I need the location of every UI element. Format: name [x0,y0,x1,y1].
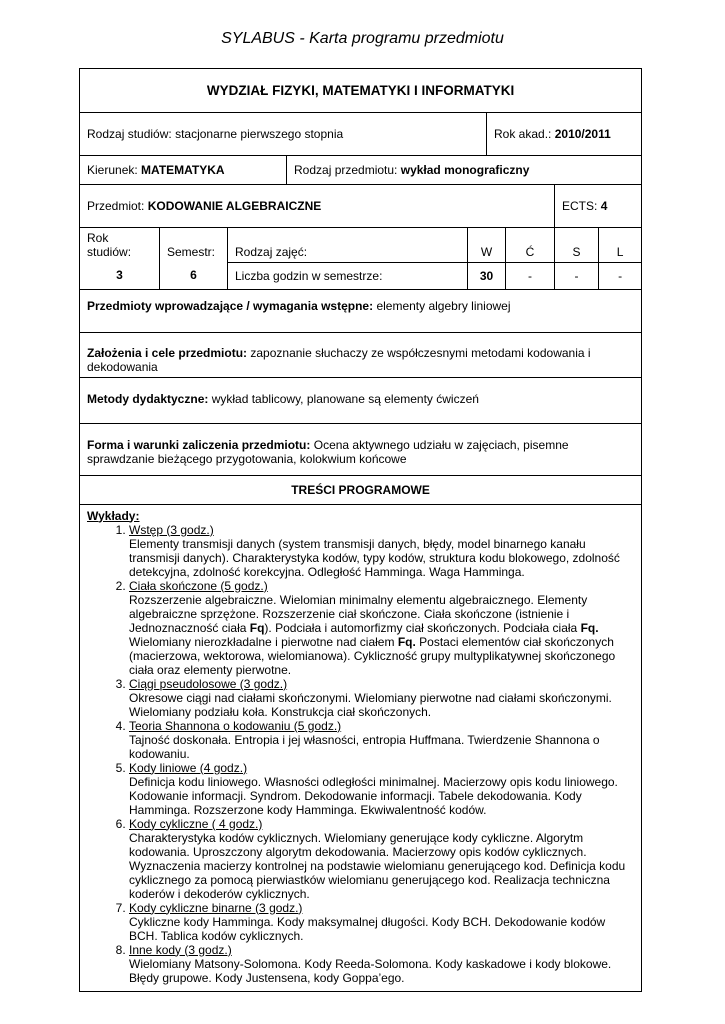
lecture-body-text: ). Podciała i automorfizmy ciał skończonych. Podciała ciała [264,620,581,635]
col-w: W [468,228,506,263]
academic-year-cell [487,113,642,156]
academic-year-value: 2010/2011 [554,127,611,141]
direction-value: MATEMATYKA [141,163,225,177]
class-type-label: Rodzaj zajęć: [228,228,468,263]
lecture-title: Wstęp (3 godz.) [129,522,214,537]
list-item [129,817,634,901]
lecture-title: Kody cykliczne ( 4 godz.) [129,816,263,831]
list-item [129,523,634,579]
list-item [129,719,634,761]
subject-type-value: wykład monograficzny [400,163,530,177]
methods-value: wykład tablicowy, planowane są elementy ćwiczeń [211,391,479,406]
hours-c: - [506,262,555,289]
list-item [129,677,634,719]
ects-label: ECTS: [562,199,598,213]
prerequisites-value: elementy algebry liniowej [376,298,511,313]
hours-l: - [599,262,642,289]
methods-label: Metody dydaktyczne: [87,391,209,406]
study-type-value: stacjonarne pierwszego stopnia [175,127,344,141]
lecture-body-text: Wielomiany nierozkładalne i pierwotne nad ciałem [129,634,398,649]
prerequisites-label: Przedmioty wprowadzające / wymagania wstępne: [87,298,374,313]
list-item [129,761,634,817]
lectures-list [87,523,634,985]
col-l: L [599,228,642,263]
list-item [129,901,634,943]
ects-cell [555,185,642,228]
lecture-body: Charakterystyka kodów cyklicznych. Wielomiany generujące kody cykliczne. Algorytm kodowania. Uproszczony algorytm dekodowania. Macierzowy opis kodów cyklicznych. Wyznaczenia macierzy kontrolnej na podstawie wielomianu generującego kod. Definicja kodu cyklicznego za pomocą pierwiastków wielomianu generującego kod. Realizacja techniczna koderów i dekoderów cyklicznych. [129,830,626,901]
faculty-heading: WYDZIAŁ FIZYKI, MATEMATYKI I INFORMATYKI [80,69,642,113]
goals-cell [80,332,642,377]
year-value: 3 [80,262,160,289]
assessment-label: Forma i warunki zaliczenia przedmiotu: [87,437,311,452]
lecture-title: Ciągi pseudolosowe (3 godz.) [129,676,288,691]
hours-w: 30 [468,262,506,289]
goals-value: zapoznanie słuchaczy ze współczesnymi metodami kodowania i dekodowania [87,345,591,374]
hours-s: - [555,262,599,289]
prerequisites-cell [80,289,642,332]
study-type-label: Rodzaj studiów: [87,127,172,141]
lecture-body: Okresowe ciągi nad ciałami skończonymi. Wielomiany pierwotne nad ciałami skończonymi. Wielomiany podziału koła. Konstrukcja ciał skończonych. [129,690,612,719]
lecture-body-text: Rozszerzenie algebraiczne. Wielomian minimalny elementu algebraicznego. Elementy algebraiczne sprzężone. Rozszerzenie ciał skończone. Ciała skończone (istnienie i Jednoznaczność ciała [129,592,588,635]
direction-label: Kierunek: [87,163,138,177]
lecture-body: Elementy transmisji danych (system transmisji danych, błędy, model binarnego kanału transmisji danych). Charakterystyka kodów, typy kodów, struktura kodu blokowego, zdolność detekcyjna, zdolność korekcyjna. Odległość Hamminga. Waga Hamminga. [129,536,620,579]
ects-value: 4 [600,199,608,213]
assessment-value: Ocena aktywnego udziału w zajęciach, pisemne sprawdzanie bieżącego przygotowania, kolokwium końcowe [87,437,569,466]
lecture-body: Tajność doskonała. Entropia i jej własności, entropia Huffmana. Twierdzenie Shannona o kodowaniu. [129,732,600,761]
year-label: Rok studiów: [80,228,160,263]
field-fq: Fq. [397,634,416,649]
field-fq: Fq. [580,620,599,635]
lectures-label: Wykłady: [87,508,140,523]
lecture-title: Kody cykliczne binarne (3 godz.) [129,900,303,915]
study-type-cell [80,113,487,156]
direction-cell [80,156,287,185]
lecture-body-text: Postaci elementów ciał skończonych (macierzowa, wektorowa, wielomianowa). Cykliczność grupy multyplikatywnej skończonego ciała oraz elementy pierwotne. [129,634,616,677]
lecture-title: Inne kody (3 godz.) [129,942,232,957]
list-item [129,579,634,677]
lecture-body: Cykliczne kody Hamminga. Kody maksymalnej długości. Kody BCH. Dekodowanie kodów BCH. Tablica kodów cyklicznych. [129,914,606,943]
goals-label: Założenia i cele przedmiotu: [87,345,248,360]
methods-cell [80,377,642,423]
lecture-title: Teoria Shannona o kodowaniu (5 godz.) [129,718,342,733]
lectures-cell [80,504,642,991]
subject-cell [80,185,555,228]
lecture-title: Kody liniowe (4 godz.) [129,760,248,775]
field-fq: Fq [249,620,265,635]
program-heading: TREŚCI PROGRAMOWE [80,475,642,504]
hours-label: Liczba godzin w semestrze: [228,262,468,289]
page-title: SYLABUS - Karta programu przedmiotu [221,30,504,47]
subject-type-cell [287,156,642,185]
subject-type-label: Rodzaj przedmiotu: [294,163,398,177]
semester-label: Semestr: [160,228,228,263]
semester-value: 6 [160,262,228,289]
col-s: S [555,228,599,263]
col-c: Ć [506,228,555,263]
subject-label: Przedmiot: [87,199,145,213]
lecture-title: Ciała skończone (5 godz.) [129,578,268,593]
syllabus-table [79,68,642,992]
lecture-body: Wielomiany Matsony-Solomona. Kody Reeda-Solomona. Kody kaskadowe i kody blokowe. Błędy grupowe. Kody Justensena, kody Goppa’ego. [129,956,612,985]
subject-value: KODOWANIE ALGEBRAICZNE [147,199,322,213]
lecture-body: Definicja kodu liniowego. Własności odległości minimalnej. Macierzowy opis kodu liniowego. Kodowanie informacji. Syndrom. Dekodowanie informacji. Tabele dekodowania. Kody Hamminga. Rozszerzone kody Hamminga. Ekwiwalentność kodów. [129,774,618,817]
list-item [129,943,634,985]
assessment-cell [80,423,642,475]
lecture-body [129,593,615,677]
academic-year-label: Rok akad.: [494,127,552,141]
